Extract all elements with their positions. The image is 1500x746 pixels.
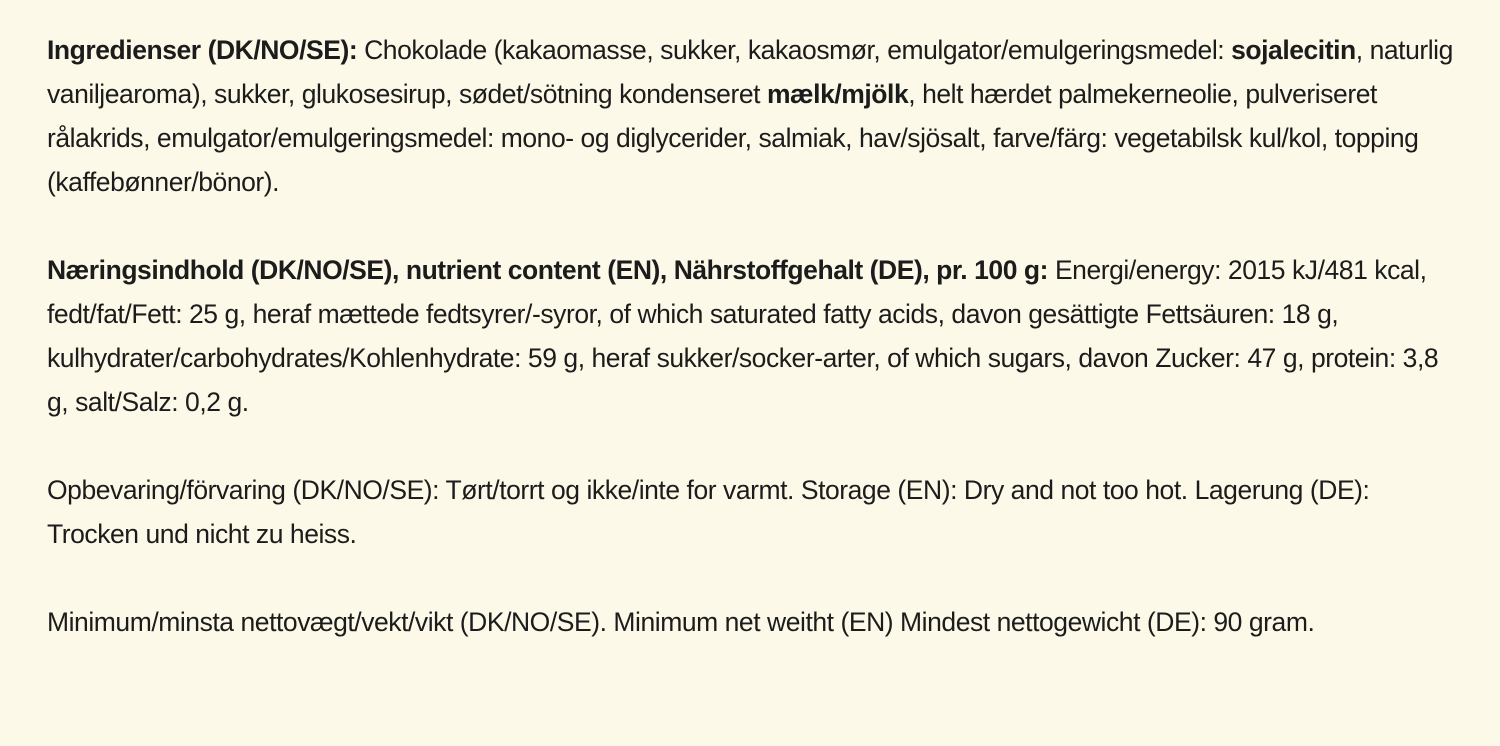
ingredients-text-1: Chokolade (kakaomasse, sukker, kakaosmør, emulgator/emulgeringsmedel:: [357, 35, 1232, 65]
storage-paragraph: [47, 468, 1460, 556]
allergen-soy: sojalecitin: [1231, 35, 1356, 65]
ingredients-text-2: , naturlig vaniljearoma), sukker, glukosesirup, sødet/sötning kondenseret: [47, 35, 1453, 109]
nutrition-text: Energi/energy: 2015 kJ/481 kcal, fedt/fat/Fett: 25 g, heraf mættede fedtsyrer/-syror, of which saturated fatty acids, davon gesättigte Fettsäuren: 18 g, kulhydrater/carbohydrates/Kohlenhydrate: 59 g, heraf sukker/socker-arter, of which sugars, davon Zucker: 47 g, protein: 3,8 g, salt/Salz: 0,2 g.: [47, 255, 1439, 417]
ingredients-text-3: , helt hærdet palmekerneolie, pulveriseret rålakrids, emulgator/emulgeringsmedel: mono- og diglycerider, salmiak, hav/sjösalt, farve/färg: vegetabilsk kul/kol, topping (kaffebønner/bönor).: [47, 79, 1419, 197]
ingredients-paragraph: [47, 28, 1460, 204]
nutrition-paragraph: [47, 248, 1460, 424]
ingredients-label: Ingredienser (DK/NO/SE):: [47, 35, 358, 65]
storage-text: Opbevaring/förvaring (DK/NO/SE): Tørt/torrt og ikke/inte for varmt. Storage (EN): Dry and not too hot. Lagerung (DE): Trocken und nicht zu heiss.: [47, 475, 1370, 549]
net-weight-paragraph: [47, 600, 1460, 644]
allergen-milk: mælk/mjölk: [766, 79, 909, 109]
nutrition-label: Næringsindhold (DK/NO/SE), nutrient content (EN), Nährstoffgehalt (DE), pr. 100 g:: [47, 255, 1049, 285]
net-weight-text: Minimum/minsta nettovægt/vekt/vikt (DK/NO/SE). Minimum net weitht (EN) Mindest nettogewicht (DE): 90 gram.: [47, 607, 1315, 637]
